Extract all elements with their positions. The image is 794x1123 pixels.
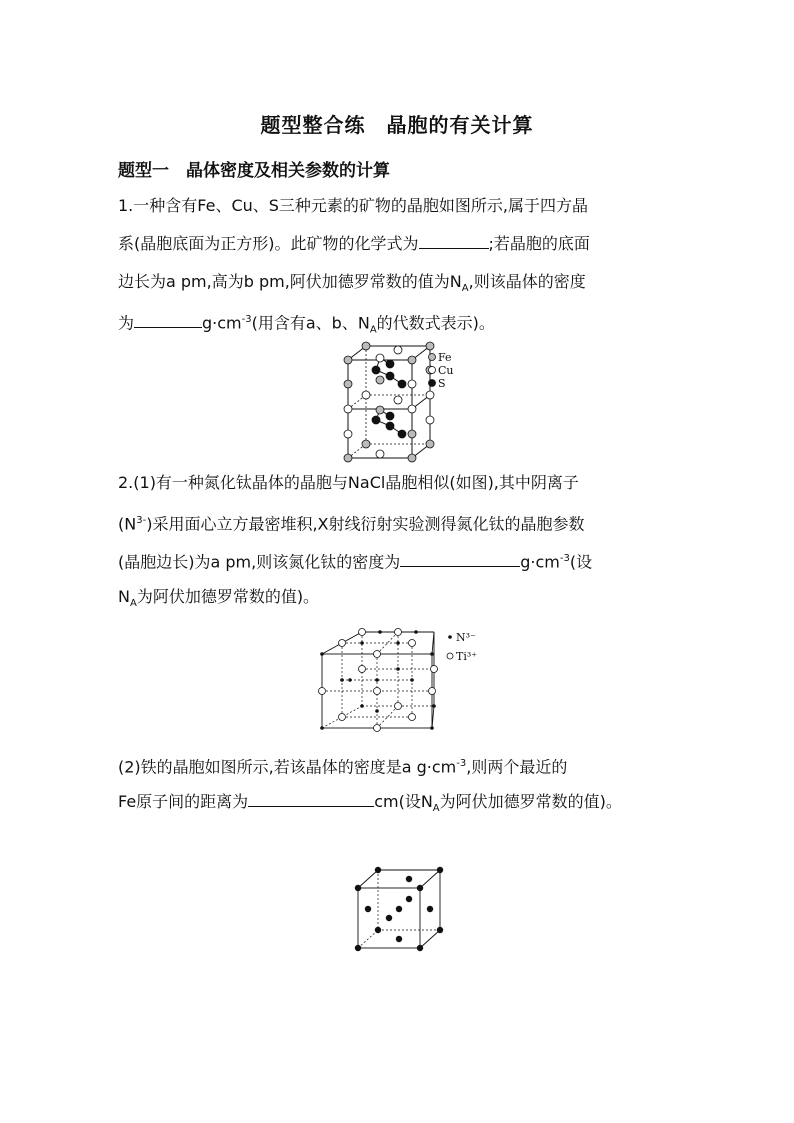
legend-n-marker	[448, 635, 452, 639]
question-1	[118, 187, 688, 339]
q2a-density-blank[interactable]	[400, 546, 520, 567]
section-heading: 题型一 晶体密度及相关参数的计算	[118, 161, 390, 181]
q2a-line-3: (晶胞边长)为a pm,则该氮化钛的密度为 $g\cdot cm^{-3}$(设	[118, 540, 688, 578]
q2a-line-2: $(N^{3-})$采用面心立方最密堆积,X射线衍射实验测得氮化钛的晶胞参数	[118, 514, 585, 534]
figure-3-fe-cell	[352, 864, 446, 956]
legend-s-marker	[429, 380, 436, 387]
question-2-part-2	[118, 745, 688, 821]
q1-line-1: 1.一种含有Fe、Cu、S三种元素的矿物的晶胞如图所示,属于四方晶	[118, 196, 588, 215]
figure-1-crystal-cell	[340, 340, 460, 462]
q2b-line-1: (2)铁的晶胞如图所示,若该晶体的密度是a $g\cdot cm^{-3}$,则两个最近的	[118, 757, 568, 777]
q1-line-3: 边长为a pm,高为b pm,阿伏加德罗常数的值为$N_A$,则该晶体的密度	[118, 272, 586, 295]
q1-density-blank[interactable]	[134, 307, 202, 328]
q1-formula-blank[interactable]	[419, 228, 489, 249]
q2a-line-4: $N_A$为阿伏加德罗常数的值)。	[118, 587, 320, 610]
legend-ti3: Ti³⁺	[456, 650, 478, 663]
legend-cu-marker	[429, 367, 436, 374]
question-2-part-1	[118, 464, 688, 616]
q2a-line-1: 2.(1)有一种氮化钛晶体的晶胞与NaCl晶胞相似(如图),其中阴离子	[118, 473, 579, 492]
legend-fe-marker	[429, 354, 436, 361]
q2b-line-2: Fe原子间的距离为 cm(设$N_A$为阿伏加德罗常数的值)。	[118, 783, 688, 821]
q2b-distance-blank[interactable]	[248, 786, 374, 807]
figure-2-tin-cell	[314, 624, 494, 736]
q1-line-2: 系(晶胞底面为正方形)。此矿物的化学式为 ;若晶胞的底面	[118, 225, 688, 263]
legend-cu: Cu	[438, 364, 454, 377]
legend-n3: N³⁻	[456, 631, 476, 644]
legend-fe: Fe	[438, 351, 452, 364]
legend-ti-marker	[447, 653, 453, 659]
q1-line-4: 为 $g\cdot cm^{-3}$(用含有a、b、$N_A$的代数式表示)。	[118, 301, 688, 339]
page-title: 题型整合练 晶胞的有关计算	[260, 113, 534, 137]
legend-s: S	[438, 377, 446, 390]
